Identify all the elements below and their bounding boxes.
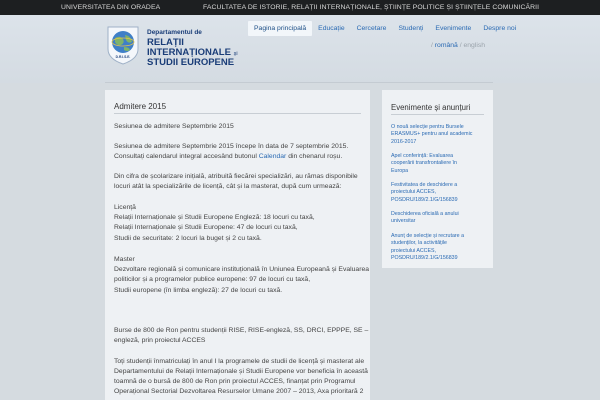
- event-link-line: universitar: [391, 218, 416, 225]
- paragraph-1-line-2: [114, 152, 370, 162]
- event-link-line: Deschiderea oficială a anului: [391, 211, 459, 217]
- title-divider: [114, 113, 361, 114]
- event-link-line: Anunț de selecție și recrutare a: [391, 233, 465, 239]
- event-link-line: Apel conferință: Evaluarea: [391, 153, 454, 159]
- event-link-line: 2016-2017: [391, 138, 417, 145]
- event-link-line: studenților, la activitățile: [391, 240, 447, 247]
- paragraph-1-line-2-a: Consultați calendarul integral accesând butonul: [114, 153, 259, 160]
- nav-events[interactable]: Evenimente: [435, 24, 472, 32]
- nav-home[interactable]: Pagina principală: [248, 21, 312, 36]
- nav-students[interactable]: Studenți: [398, 24, 424, 32]
- department-line-2-text: INTERNAȚIONALE: [147, 47, 231, 58]
- event-link-line: proiectului ACCES,: [391, 247, 437, 254]
- licenta-heading: Licență: [114, 204, 136, 211]
- lang-romanian[interactable]: română: [434, 42, 458, 49]
- events-sidebar: [382, 90, 493, 268]
- lang-english[interactable]: english: [463, 42, 486, 49]
- toti-line-4: Operațional Sectorial Dezvoltarea Resurselor Umane 2007 – 2013, Axa prioritară 2: [114, 388, 364, 395]
- nav-research[interactable]: Cercetare: [356, 24, 387, 32]
- event-link-festivity[interactable]: [391, 182, 491, 204]
- event-link-selection[interactable]: [391, 233, 491, 263]
- licenta-item-2: Relații Internaționale și Studii Europene: 47 de locuri cu taxă,: [114, 224, 298, 231]
- event-link-line: O nouă selecție pentru Bursele: [391, 124, 464, 130]
- event-link-opening[interactable]: [391, 211, 491, 226]
- event-link-line: Europa: [391, 167, 409, 174]
- sidebar-divider: [391, 114, 484, 115]
- event-link-line: POSDRU/189/2.1/G/156839: [391, 196, 458, 203]
- main-content: [105, 90, 370, 400]
- session-text: Sesiunea de admitere Septembrie 2015: [114, 123, 234, 130]
- header-divider: [105, 82, 493, 83]
- paragraph-2-line-1: Din cifra de școlarizare inițială, atribuită fiecărei specializări, au rămas disponibile: [114, 173, 358, 180]
- event-link-line: cooperării transfrontaliere în: [391, 160, 457, 167]
- event-link-line: ERASMUS+ pentru anul academic: [391, 131, 473, 138]
- licenta-item-3: Studii de securitate: 2 locuri la buget și 2 cu taxă.: [114, 235, 262, 242]
- licenta-item-1: Relații Internaționale și Studii Europene Engleză: 18 locuri cu taxă,: [114, 214, 315, 221]
- logo-label: D.R.I.S.E.: [115, 55, 131, 59]
- page-title: Admitere 2015: [114, 102, 167, 111]
- master-item-3: Studii europene (în limba engleză): 27 de locuri cu taxă.: [114, 287, 283, 294]
- main-navigation: [248, 20, 522, 36]
- nav-education[interactable]: Educație: [318, 24, 345, 32]
- toti-line-2: Departamentului de Relații Internaționale și Studii Europene vor beneficia în această: [114, 368, 368, 375]
- sidebar-title: Evenimente și anunțuri: [391, 103, 471, 112]
- toti-line-3: toamnă de o bursă de 800 de Ron prin proiectul ACCES, finanțat prin Programul: [114, 378, 356, 385]
- paragraph-2-line-2: locuri atât la specializările de licență, cât și la masterat, după cum urmează:: [114, 183, 342, 190]
- paragraph-1-line-2-b: din chenarul roșu.: [286, 153, 343, 160]
- department-and-word: și: [233, 51, 238, 57]
- paragraph-1-line-1: Sesiunea de admitere Septembrie 2015 începe în data de 7 septembrie 2015.: [114, 143, 349, 150]
- department-logo-icon[interactable]: [106, 25, 140, 65]
- nav-about[interactable]: Despre noi: [483, 24, 517, 32]
- event-link-erasmus[interactable]: [391, 124, 491, 146]
- university-link[interactable]: UNIVERSITATEA DIN ORADEA: [61, 4, 161, 11]
- event-link-conference[interactable]: [391, 153, 491, 175]
- faculty-link[interactable]: FACULTATEA DE ISTORIE, RELAȚII INTERNAȚIONALE, ȘTIINȚE POLITICE ȘI ȘTIINȚELE COMUNICĂRII: [203, 4, 540, 11]
- toti-line-1: Toți studenții înmatriculați în anul I la programele de studii de licență și masterat ale: [114, 358, 365, 365]
- calendar-link[interactable]: Calendar: [258, 153, 287, 160]
- master-item-1: Dezvoltare regională și comunicare instituțională în Uniunea Europeană și Evaluarea: [114, 266, 370, 273]
- master-heading: Master: [114, 256, 135, 263]
- top-bar: [0, 0, 600, 15]
- department-line-3: STUDII EUROPENE: [147, 57, 235, 68]
- department-prefix: Departamentul de: [147, 29, 202, 36]
- department-line-1: RELAȚII: [147, 37, 184, 48]
- event-link-line: Festivitatea de deschidere a: [391, 182, 458, 188]
- burse-line-1: Burse de 800 de Ron pentru studenții RISE, RISE-engleză, SS, DRCI, EPPPE, SE –: [114, 327, 369, 334]
- burse-line-2: engleză, prin proiectul ACCES: [114, 337, 206, 344]
- event-link-line: proiectului ACCES,: [391, 189, 437, 196]
- master-item-2: politicilor și a programelor publice europene: 97 de locuri cu taxă,: [114, 276, 311, 283]
- event-link-line: POSDRU/189/2.1/G/156839: [391, 255, 458, 262]
- language-switcher: / română / english: [431, 42, 486, 49]
